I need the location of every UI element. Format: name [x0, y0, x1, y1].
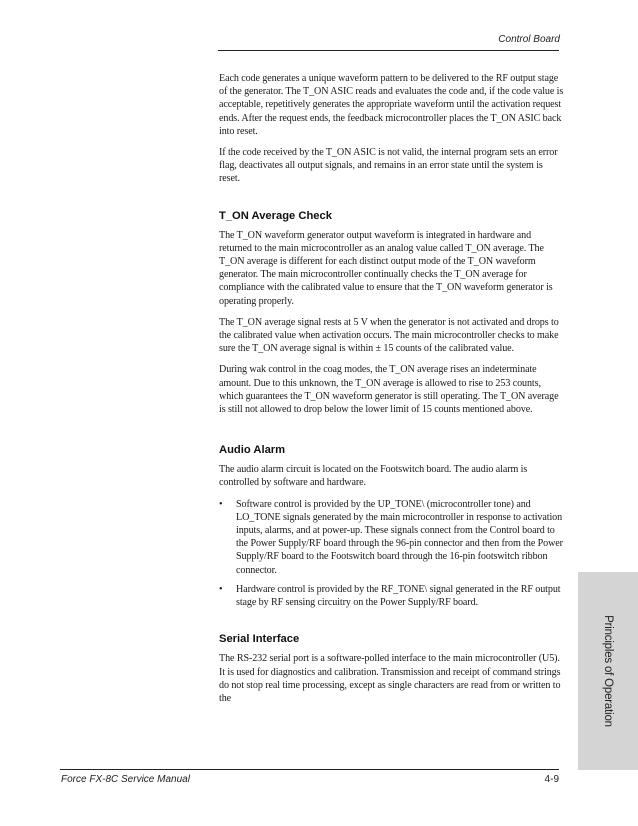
- header-rule: [218, 50, 559, 51]
- intro-paragraph-2: If the code received by the T_ON ASIC is not valid, the internal program sets an error flag, deactivates all output signals, and remains in an error state until the system is reset.: [219, 147, 558, 185]
- running-header: Control Board: [498, 34, 560, 45]
- section-heading-audio-alarm: Audio Alarm: [219, 444, 286, 457]
- serial-paragraph-1: The RS-232 serial port is a software-polled interface to the main microcontroller (U5). It is used for diagnostics and calibration. Transmission and receipt of command strings do not stop real time processing, except as single characters are read from or written to the: [219, 653, 561, 704]
- section-spacer: [219, 617, 564, 633]
- audio-paragraph-1: The audio alarm circuit is located on the Footswitch board. The audio alarm is controlled by software and hardware.: [219, 464, 528, 489]
- t-on-paragraph-2: The T_ON average signal rests at 5 V when the generator is not activated and drops to the calibrated value when activation occurs. The main microcontroller checks to make sure the T_ON average signal is within ± 15 counts of the calibrated value.: [219, 316, 559, 355]
- main-column: [219, 72, 564, 713]
- list-item: [219, 498, 564, 577]
- t-on-paragraph-1: The T_ON waveform generator output waveform is integrated in hardware and returned to the main microcontroller as an analog value called T_ON average. The T_ON average is different for each distinct output mode of the T_ON waveform generator. The main microcontroller continually checks the T_ON average for compliance with the calibrated value to ensure that the T_ON waveform generator is operating properly.: [219, 229, 553, 307]
- footer-rule: [60, 769, 559, 770]
- chapter-tab-text: Principles of Operation: [602, 615, 614, 727]
- bullet-icon: •: [219, 583, 223, 595]
- bullet-text: Hardware control is provided by the RF_TONE\ signal generated in the RF output stage by RF sensing circuitry on the Power Supply/RF board.: [236, 583, 561, 609]
- section-spacer: [219, 424, 564, 444]
- footer-manual-title: Force FX-8C Service Manual: [61, 774, 190, 785]
- intro-paragraph-1: Each code generates a unique waveform pattern to be delivered to the RF output stage of the generator. The T_ON ASIC reads and evaluates the code and, if the code value is acceptable, repetitively generates the appropriate waveform until the activation request ends. After the request ends, the feedback microcontroller places the T_ON ASIC back into reset.: [219, 73, 564, 137]
- audio-bullet-list: [219, 498, 564, 610]
- section-heading-t-on-average: T_ON Average Check: [219, 209, 332, 222]
- footer-page-number: 4-9: [544, 774, 559, 785]
- section-heading-serial-interface: Serial Interface: [219, 633, 300, 646]
- list-item: [219, 583, 564, 609]
- t-on-paragraph-3: During wak control in the coag modes, the T_ON average rises an indeterminate amount. Due to this unknown, the T_ON average is allowed to rise to 253 counts, which guarantees the T_ON waveform generator is still operating. The T_ON average is still not allowed to drop below the lower limit of 15 counts mentioned above.: [219, 364, 559, 416]
- bullet-icon: •: [219, 498, 223, 510]
- section-spacer: [219, 194, 564, 210]
- bullet-text: Software control is provided by the UP_TONE\ (microcontroller tone) and LO_TONE signals generated by the main microcontroller in response to activation inputs, alarms, and at power-up. These signals connect from the Control board to the Power Supply/RF board through the 96-pin connector and then from the Power Supply/RF board to the Footswitch board through the 16-pin footswitch ribbon connector.: [236, 498, 563, 576]
- chapter-tab-label: [578, 572, 638, 770]
